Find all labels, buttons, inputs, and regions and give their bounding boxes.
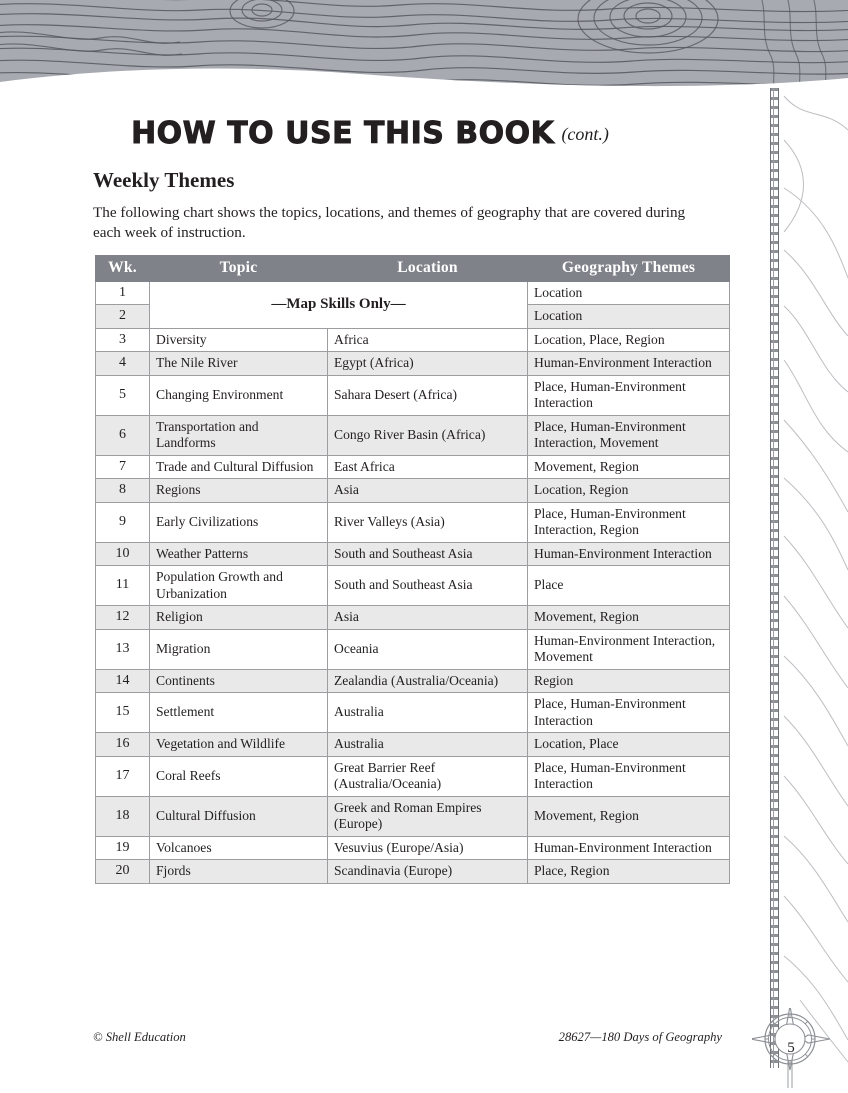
page-number-compass-badge [752, 1008, 830, 1088]
cell-themes: Place [528, 566, 730, 606]
cell-topic: Weather Patterns [150, 542, 328, 566]
table-row [96, 375, 730, 415]
cell-location: Africa [328, 328, 528, 352]
cell-location: Zealandia (Australia/Oceania) [328, 669, 528, 693]
cell-week: 5 [96, 375, 150, 415]
cell-location: Great Barrier Reef (Australia/Oceania) [328, 756, 528, 796]
cell-week: 2 [96, 305, 150, 329]
page-title-main: HOW TO USE THIS BOOK [131, 116, 555, 151]
cell-topic: Religion [150, 606, 328, 630]
cell-week: 4 [96, 352, 150, 376]
cell-themes: Location [528, 281, 730, 305]
cell-location: Sahara Desert (Africa) [328, 375, 528, 415]
cell-themes: Human-Environment Interaction [528, 542, 730, 566]
cell-topic: The Nile River [150, 352, 328, 376]
column-header-themes: Geography Themes [528, 256, 730, 282]
cell-location: Asia [328, 479, 528, 503]
cell-topic: Regions [150, 479, 328, 503]
table-row [96, 352, 730, 376]
cell-topic: Changing Environment [150, 375, 328, 415]
cell-location: Scandinavia (Europe) [328, 860, 528, 884]
intro-paragraph: The following chart shows the topics, locations, and themes of geography that are covered during each week of instruction. [93, 204, 686, 241]
table-row [96, 860, 730, 884]
cell-themes: Location, Place [528, 733, 730, 757]
footer-book-title: 28627—180 Days of Geography [558, 1030, 722, 1044]
cell-week: 14 [96, 669, 150, 693]
table-row [96, 415, 730, 455]
table-row [96, 836, 730, 860]
table-row [96, 796, 730, 836]
cell-week: 9 [96, 502, 150, 542]
cell-themes: Location, Place, Region [528, 328, 730, 352]
page-number: 5 [787, 1040, 795, 1056]
cell-themes: Place, Human-Environment Interaction [528, 375, 730, 415]
cell-week: 19 [96, 836, 150, 860]
table-row [96, 479, 730, 503]
cell-location: Congo River Basin (Africa) [328, 415, 528, 455]
cell-week: 16 [96, 733, 150, 757]
table-row [96, 281, 730, 305]
cell-themes: Movement, Region [528, 606, 730, 630]
cell-location: East Africa [328, 455, 528, 479]
footer-copyright: © Shell Education [93, 1030, 186, 1044]
table-row [96, 328, 730, 352]
table-row [96, 669, 730, 693]
cell-location: Oceania [328, 629, 528, 669]
cell-themes: Location, Region [528, 479, 730, 503]
cell-topic: Cultural Diffusion [150, 796, 328, 836]
cell-topic: Transportation and Landforms [150, 415, 328, 455]
cell-topic: Continents [150, 669, 328, 693]
cell-location: South and Southeast Asia [328, 566, 528, 606]
column-header-topic: Topic [150, 256, 328, 282]
cell-topic: Population Growth and Urbanization [150, 566, 328, 606]
cell-week: 15 [96, 693, 150, 733]
cell-week: 10 [96, 542, 150, 566]
table-header-row [96, 256, 730, 282]
column-header-location: Location [328, 256, 528, 282]
section-heading: Weekly Themes [93, 168, 235, 192]
cell-week: 11 [96, 566, 150, 606]
cell-themes: Human-Environment Interaction [528, 352, 730, 376]
cell-topic: Diversity [150, 328, 328, 352]
cell-topic: Migration [150, 629, 328, 669]
cell-location: Asia [328, 606, 528, 630]
cell-week: 13 [96, 629, 150, 669]
cell-themes: Place, Human-Environment Interaction [528, 693, 730, 733]
cell-themes: Place, Human-Environment Interaction, Movement [528, 415, 730, 455]
cell-location: Australia [328, 693, 528, 733]
cell-week: 1 [96, 281, 150, 305]
cell-week: 7 [96, 455, 150, 479]
cell-topic: Vegetation and Wildlife [150, 733, 328, 757]
cell-location: Egypt (Africa) [328, 352, 528, 376]
cell-themes: Region [528, 669, 730, 693]
cell-themes: Place, Human-Environment Interaction [528, 756, 730, 796]
cell-location: Australia [328, 733, 528, 757]
column-header-week: Wk. [96, 256, 150, 282]
cell-week: 3 [96, 328, 150, 352]
cell-themes: Movement, Region [528, 455, 730, 479]
table-row [96, 502, 730, 542]
page-footer [0, 1030, 848, 1070]
table-row [96, 693, 730, 733]
table-row [96, 606, 730, 630]
cell-location: River Valleys (Asia) [328, 502, 528, 542]
cell-topic: Early Civilizations [150, 502, 328, 542]
cell-location: Vesuvius (Europe/Asia) [328, 836, 528, 860]
cell-week: 17 [96, 756, 150, 796]
table-row [96, 542, 730, 566]
page-title [0, 116, 740, 151]
cell-week: 8 [96, 479, 150, 503]
table-body [96, 281, 730, 883]
cell-location: Greek and Roman Empires (Europe) [328, 796, 528, 836]
cell-topic: Volcanoes [150, 836, 328, 860]
cell-topic: Fjords [150, 860, 328, 884]
cell-themes: Movement, Region [528, 796, 730, 836]
cell-map-skills-only: —Map Skills Only— [150, 281, 528, 328]
cell-themes: Place, Region [528, 860, 730, 884]
table-row [96, 756, 730, 796]
cell-themes: Human-Environment Interaction, Movement [528, 629, 730, 669]
cell-topic: Settlement [150, 693, 328, 733]
cell-week: 6 [96, 415, 150, 455]
table-row [96, 455, 730, 479]
cell-week: 20 [96, 860, 150, 884]
table-row [96, 629, 730, 669]
cell-topic: Coral Reefs [150, 756, 328, 796]
cell-themes: Human-Environment Interaction [528, 836, 730, 860]
table-row [96, 566, 730, 606]
cell-topic: Trade and Cultural Diffusion [150, 455, 328, 479]
page-title-continued: (cont.) [561, 124, 609, 144]
cell-themes: Place, Human-Environment Interaction, Region [528, 502, 730, 542]
table-row [96, 733, 730, 757]
cell-themes: Location [528, 305, 730, 329]
weekly-themes-table [95, 255, 730, 884]
cell-week: 18 [96, 796, 150, 836]
cell-location: South and Southeast Asia [328, 542, 528, 566]
cell-week: 12 [96, 606, 150, 630]
